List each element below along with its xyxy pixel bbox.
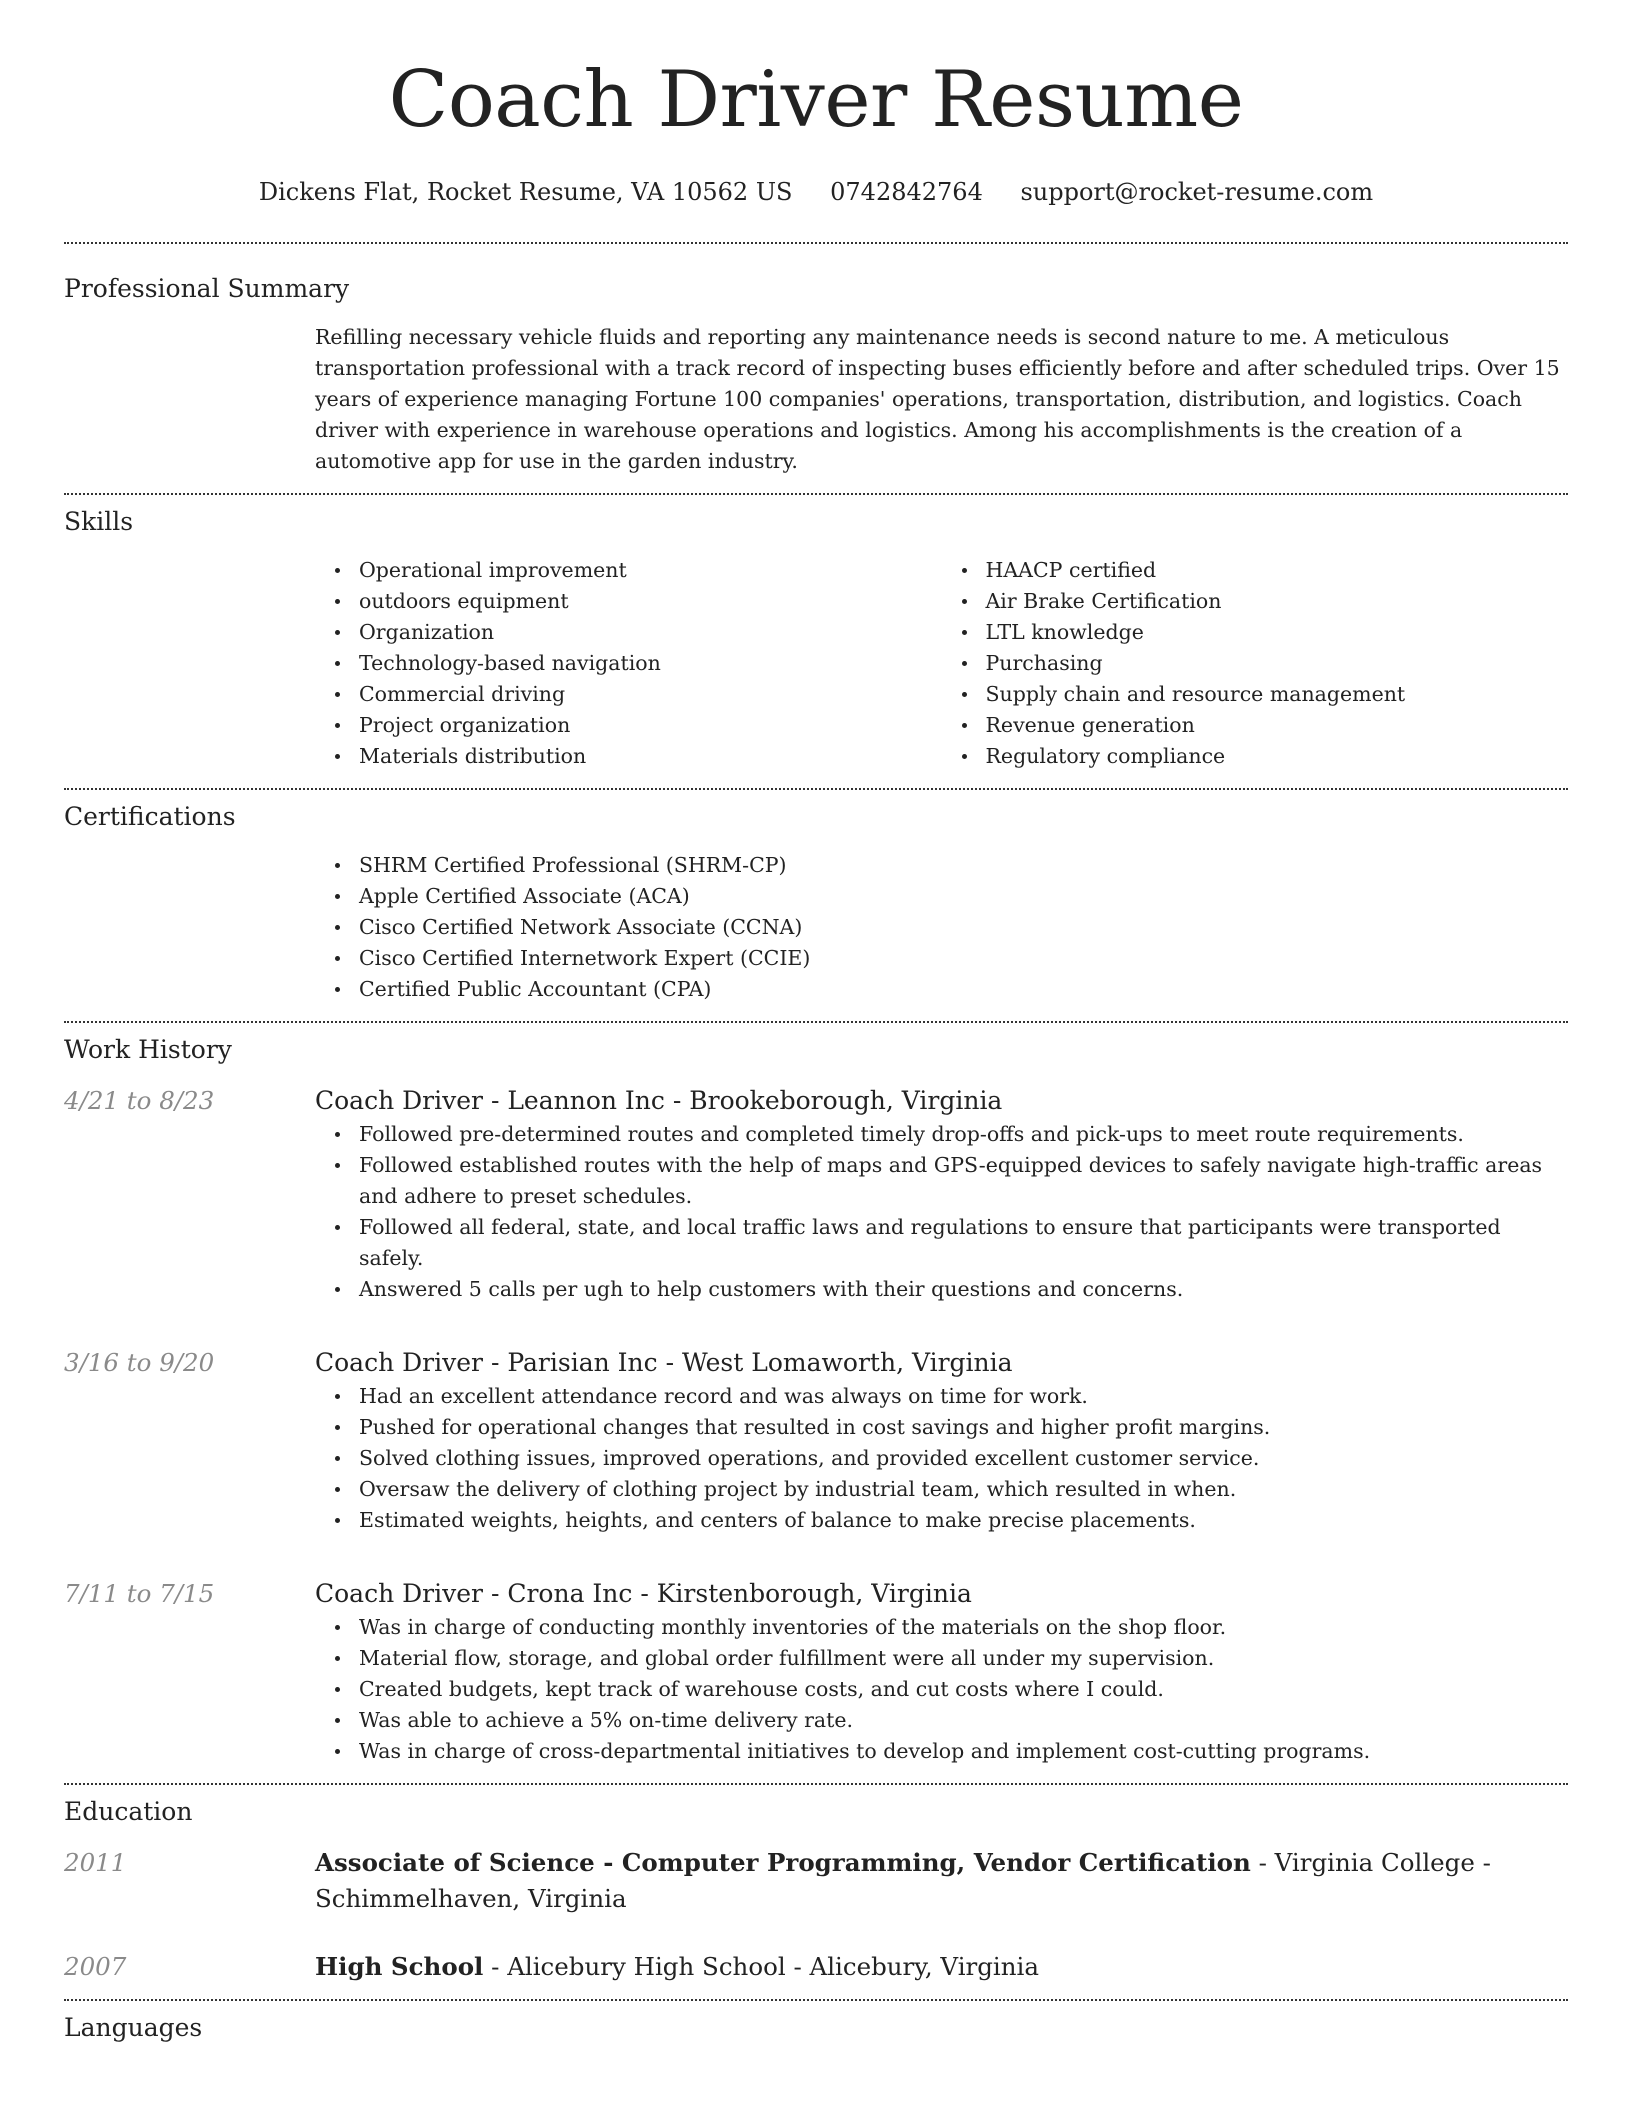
job-entry [64,1345,1568,1536]
education-year: 2011 [64,1848,127,1877]
skill-item: Operational improvement [359,555,942,586]
education-section [64,1785,1568,1999]
skill-item: Revenue generation [986,710,1569,741]
job-bullets [315,1381,1568,1536]
job-heading: Coach Driver - Parisian Inc - West Lomaworth, Virginia [315,1348,1013,1377]
resume-title: Coach Driver Resume [388,55,1244,145]
languages-heading: Languages [64,2013,203,2042]
job-bullet: Was able to achieve a 5% on-time delivery rate. [359,1705,1568,1736]
summary-heading: Professional Summary [64,274,350,303]
certification-item: SHRM Certified Professional (SHRM-CP) [359,850,1568,881]
education-degree: Associate of Science - Computer Programming, Vendor Certification [315,1848,1251,1877]
skill-item: Commercial driving [359,679,942,710]
job-bullet: Oversaw the delivery of clothing project by industrial team, which resulted in when. [359,1474,1568,1505]
contact-phone: 0742842764 [830,178,983,206]
certifications-section [64,790,1568,1021]
job-entry [64,1083,1568,1305]
education-degree: High School [315,1952,484,1981]
skill-item: LTL knowledge [986,617,1569,648]
certification-item: Apple Certified Associate (ACA) [359,881,1568,912]
resume-header [64,0,1568,208]
education-school: - Alicebury High School - Alicebury, Virginia [483,1952,1039,1981]
job-heading: Coach Driver - Crona Inc - Kirstenborough, Virginia [315,1579,972,1608]
work-history-section [64,1023,1568,1783]
job-bullet: Followed established routes with the help of maps and GPS-equipped devices to safely navigate high-traffic areas and adhere to preset schedules. [359,1150,1568,1212]
education-heading: Education [64,1797,193,1826]
skill-item: Organization [359,617,942,648]
languages-section [64,2001,1568,2045]
contact-line [64,176,1568,208]
job-bullet: Solved clothing issues, improved operations, and provided excellent customer service. [359,1443,1568,1474]
work-history-heading: Work History [64,1035,232,1064]
job-bullet: Answered 5 calls per ugh to help customers with their questions and concerns. [359,1274,1568,1305]
certification-item: Certified Public Accountant (CPA) [359,974,1568,1005]
contact-email: support@rocket-resume.com [1020,178,1374,206]
job-bullet: Was in charge of cross-departmental initiatives to develop and implement cost-cutting programs. [359,1736,1568,1767]
skill-item: HAACP certified [986,555,1569,586]
certifications-heading: Certifications [64,802,236,831]
job-dates: 4/21 to 8/23 [64,1086,215,1115]
skills-list [315,555,1568,788]
skills-section [64,495,1568,788]
job-bullet: Estimated weights, heights, and centers of balance to make precise placements. [359,1505,1568,1536]
education-entry [64,1845,1568,1917]
skill-item: Technology-based navigation [359,648,942,679]
skill-item: outdoors equipment [359,586,942,617]
education-year: 2007 [64,1952,127,1981]
skills-column-right [942,555,1569,772]
job-bullet: Pushed for operational changes that resulted in cost savings and higher profit margins. [359,1412,1568,1443]
job-bullets [315,1119,1568,1305]
skill-item: Purchasing [986,648,1569,679]
job-bullet: Created budgets, kept track of warehouse costs, and cut costs where I could. [359,1674,1568,1705]
summary-section [64,244,1568,493]
job-heading: Coach Driver - Leannon Inc - Brookeborough, Virginia [315,1086,1003,1115]
job-dates: 7/11 to 7/15 [64,1579,215,1608]
skills-column-left [315,555,942,772]
skill-item: Air Brake Certification [986,586,1569,617]
certifications-list [315,850,1568,1021]
job-bullet: Was in charge of conducting monthly inventories of the materials on the shop floor. [359,1612,1568,1643]
education-entry [64,1949,1568,1999]
job-bullets [315,1612,1568,1767]
skills-heading: Skills [64,507,134,536]
skill-item: Supply chain and resource management [986,679,1569,710]
contact-address: Dickens Flat, Rocket Resume, VA 10562 US [258,178,793,206]
education-heading-line [315,1949,1568,1985]
skill-item: Regulatory compliance [986,741,1569,772]
certification-item: Cisco Certified Internetwork Expert (CCIE) [359,943,1568,974]
job-entry [64,1576,1568,1783]
education-heading-line [315,1845,1568,1917]
skill-item: Project organization [359,710,942,741]
job-dates: 3/16 to 9/20 [64,1348,215,1377]
summary-text: Refilling necessary vehicle fluids and reporting any maintenance needs is second nature to me. A meticulous transportation professional with a track record of inspecting buses efficiently before and after scheduled trips. Over 15 years of experience managing Fortune 100 companies' operations, transportation, distribution, and logistics. Coach driver with experience in warehouse operations and logistics. Among his accomplishments is the creation of a automotive app for use in the garden industry. [315,325,1560,473]
job-bullet: Followed pre-determined routes and completed timely drop-offs and pick-ups to meet route requirements. [359,1119,1568,1150]
skill-item: Materials distribution [359,741,942,772]
education-school: - Virginia College - Schimmelhaven, Virginia [315,1848,1491,1913]
job-bullet: Material flow, storage, and global order fulfillment were all under my supervision. [359,1643,1568,1674]
certification-item: Cisco Certified Network Associate (CCNA) [359,912,1568,943]
job-bullet: Followed all federal, state, and local traffic laws and regulations to ensure that participants were transported safely. [359,1212,1568,1274]
job-bullet: Had an excellent attendance record and was always on time for work. [359,1381,1568,1412]
